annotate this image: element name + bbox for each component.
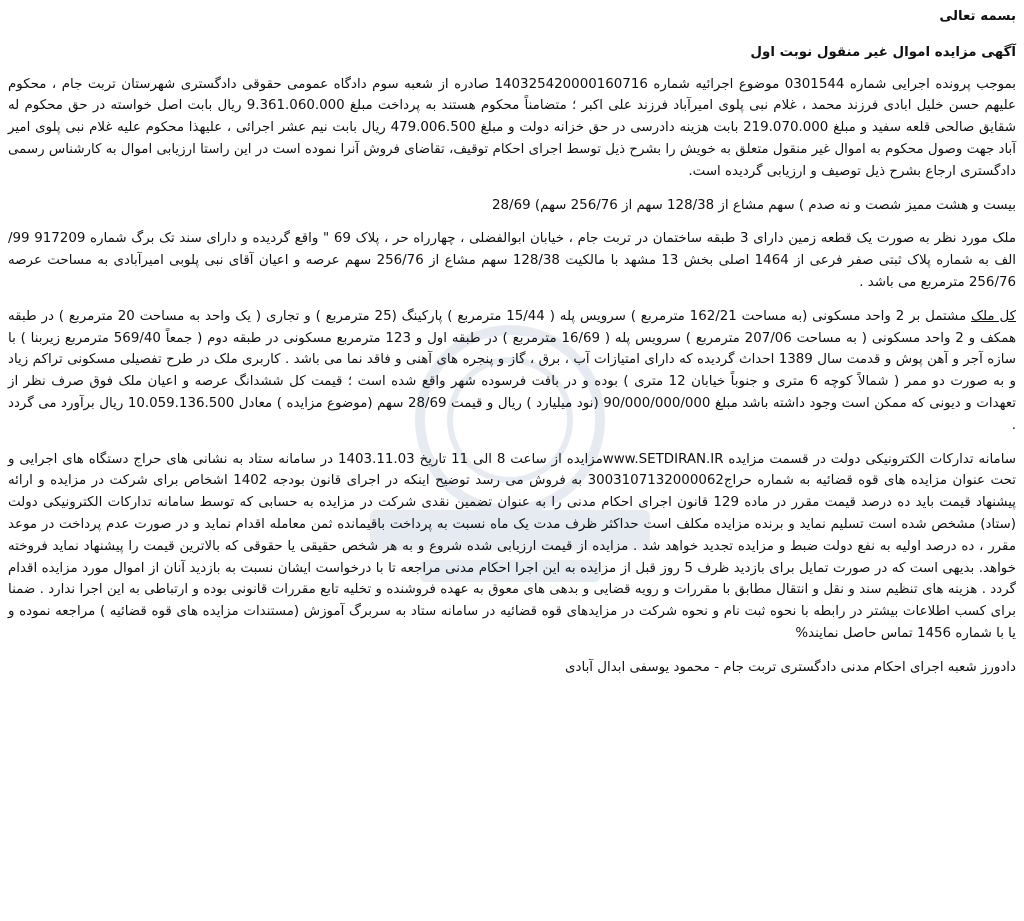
basmala: بسمه تعالی: [939, 9, 1016, 24]
paragraph-auction-terms: سامانه تدارکات الکترونیکی دولت در قسمت مزایده www.SETDIRAN.IRمزایده از ساعت 8 الی 11 تاریخ 1403.11.03 در سامانه ستاد به نشانی های حراج دستگاه های اجرایی و تحت عنوان مزایده های قوه قضائیه به شماره حراج3003107132000062 به فروش می رسد توضیح اینکه در اجرای قانون بودجه 1402 اشخاص برای شرکت در مزایده و ارائه پیشنهاد قیمت باید ده درصد قیمت مقرر در ماده 129 قانون اجرای احکام مدنی را به عنوان تضمین نقدی شرکت در مزایده به حسابی که توسط سامانه تدارکات الکترونیکی دولت (ستاد) مشخص شده است تسلیم نماید و برنده مزایده مکلف است حداکثر ظرف مدت یک ماه نسبت به پرداخت باقیمانده ثمن معامله اقدام نماید و در صورت عدم پرداخت در موعد مقرر ، ده درصد اولیه به نفع دولت ضبط و مزایده تجدید خواهد شد . مزایده از قیمت ارزیابی شده شروع و به هر شخص حقیقی یا حقوقی که بالاترین قیمت را پیشنهاد نماید فروخته خواهد. بدیهی است که در صورت تمایل برای بازدید ظرف 5 روز قبل از مزایده به این اجرا احکام مدنی مراجعه تا با درخواست ایشان نسبت به بازدید آنان از اموال مورد مزایده اقدام گردد . هزینه های تنظیم سند و نقل و انتقال مطابق با مقررات و رویه قضایی و بدهی های معوق به عهده فروشنده و تخلیه تابع مقررات قانونی بوده و ارتباطی به این اجرا ندارد . ضمنا برای کسب اطلاعات بیشتر در رابطه با نحوه ثبت نام و نحوه شرکت در مزایدهای قوه قضائیه در سامانه ستاد به سربرگ آموزش (مستندات مزایده های قوه قضائیه ) مراجعه نموده و یا با شماره 1456 تماس حاصل نمایند%: [8, 451, 1017, 641]
paragraph-property-location: ملک مورد نظر به صورت یک قطعه زمین دارای 3 طبقه ساختمان در تربت جام ، خیابان ابوالفضلی ، چهارراه حر ، پلاک 69 " واقع گردیده و دارای سند تک برگ شماره 917209 99/الف به شماره پلاک ثبتی صفر فرعی از 1464 اصلی بخش 13 مشهد با مالکیت 128/38 سهم مشاع از 256/76 سهم عرصه و اعیان آقای نبی پلوبی امیرآبادی به مساحت عرصه 256/76 مترمربع می باشد .: [8, 231, 1016, 290]
paragraph-case-details: بموجب پرونده اجرایی شماره 0301544 موضوع اجرائیه شماره 140325420000160716 صادره از شعبه سوم دادگاه عمومی حقوقی دادگستری شهرستان تربت جام ، محکوم علیهم حسن خلیل ابادی فرزند محمد ، غلام نبی پلوی امیرآباد فرزند علی اکبر ؛ متضامناً محکوم هستند به پرداخت مبلغ 9.361.060.000 ریال بابت اصل خواسته در حق محکوم له شقایق صالحی قلعه سفید و مبلغ 219.070.000 بابت هزینه دادرسی در حق خزانه دولت و مبلغ 479.006.500 ریال بابت نیم عشر اجرائی ، علیهذا محکوم علیه غلام نبی پلوی امیر آباد جهت وصول محکوم به اموال غیر منقول متعلق به خویش را بشرح ذیل توسط اجرای احکام توقیف، تقاضای فروش آنرا نموده است در این راستا ارزیابی اموال به کارشناس رسمی دادگستری ارجاع بشرح ذیل توصیف و ارزیابی گردیده است.: [8, 76, 1017, 179]
building-specs-lead: کل ملک: [971, 308, 1016, 324]
signature-line: دادورز شعبه اجرای احکام مدنی دادگستری تربت جام - محمود یوسفی ابدال آبادی: [565, 659, 1016, 675]
auction-notice-document: [8, 6, 1016, 915]
building-specs-text: مشتمل بر 2 واحد مسکونی (به مساحت 162/21 مترمربع ) سرویس پله ( 15/44 مترمربع ) پارکینگ (25 مترمربع ) و تجاری ( یک واحد به مساحت 20 مترمربع ) در طبقه همکف و 2 واحد مسکونی ( به مساحت 207/06 مترمربع ) سرویس پله ( 16/69 مترمربع ) در طبقه اول و 123 مترمربع مسکونی در طبقه دوم ( جمعاً 569/40 مترمربع زیربنا ) با سازه آجر و آهن پوش و قدمت سال 1389 احداث گردیده که دارای امتیازات آب ، برق ، گاز و پنجره های آهنی و فاقد نما می باشد . کاربری ملک در طرح تفصیلی مسکونی تراکم زیاد و به صورت دو ممر ( شمالاً کوچه 6 متری و جنوباً خیابان 12 متری ) بوده و در بافت فرسوده شهر واقع شده است ؛ قیمت کل ششدانگ عرصه و اعیان ملک فوق صرف نظر از تعهدات و دیونی که ممکن است وجود داشته باشد مبلغ 90/000/000/000 (نود میلیارد ) ریال و قیمت 28/69 سهم (موضوع مزایده ) معادل 10.059.136.500 ریال برآورد می گردد .: [8, 308, 1017, 433]
paragraph-share-description: بیست و هشت ممیز شصت و نه صدم ) سهم مشاع از 128/38 سهم از 256/76 سهم) 28/69: [492, 197, 1016, 213]
notice-title: آگهی مزایده اموال غیر منقول نوبت اول: [750, 44, 1016, 60]
paragraph-building-specs: [8, 306, 1016, 437]
